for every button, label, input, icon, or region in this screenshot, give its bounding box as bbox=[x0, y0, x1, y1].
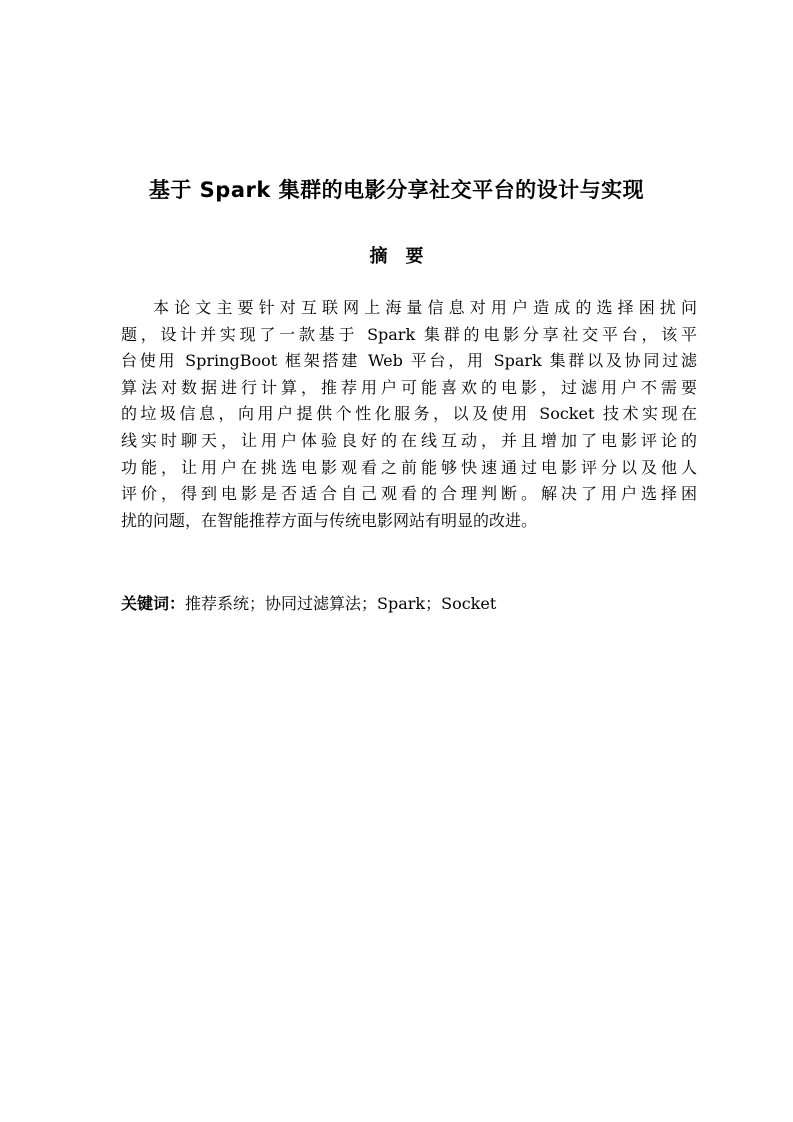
abstract-line: 扰的问题，在智能推荐方面与传统电影网站有明显的改进。 bbox=[121, 510, 538, 530]
abstract-line: 评价，得到电影是否适合自己观看的合理判断。解决了用户选择困 bbox=[121, 484, 697, 504]
keywords bbox=[121, 591, 697, 617]
abstract-line: 台使用 SpringBoot 框架搭建 Web 平台，用 Spark 集群以及协同过滤 bbox=[121, 351, 697, 371]
abstract-line: 线实时聊天，让用户体验良好的在线互动，并且增加了电影评论的 bbox=[121, 430, 697, 450]
abstract-line: 功能，让用户在挑选电影观看之前能够快速通过电影评分以及他人 bbox=[121, 457, 697, 477]
paper-title: 基于 Spark 集群的电影分享社交平台的设计与实现 bbox=[148, 178, 645, 202]
keywords-text: 推荐系统；协同过滤算法；Spark；Socket bbox=[185, 594, 497, 613]
abstract-line: 算法对数据进行计算，推荐用户可能喜欢的电影，过滤用户不需要 bbox=[121, 377, 697, 397]
abstract-line: 本论文主要针对互联网上海量信息对用户造成的选择困扰问 bbox=[153, 298, 697, 317]
keywords-label: 关键词： bbox=[121, 594, 186, 613]
abstract-body bbox=[121, 295, 697, 534]
abstract-line: 题，设计并实现了一款基于 Spark 集群的电影分享社交平台，该平 bbox=[121, 324, 697, 344]
abstract-line: 的垃圾信息，向用户提供个性化服务，以及使用 Socket 技术实现在 bbox=[121, 404, 697, 424]
abstract-heading: 摘要 bbox=[369, 246, 442, 267]
